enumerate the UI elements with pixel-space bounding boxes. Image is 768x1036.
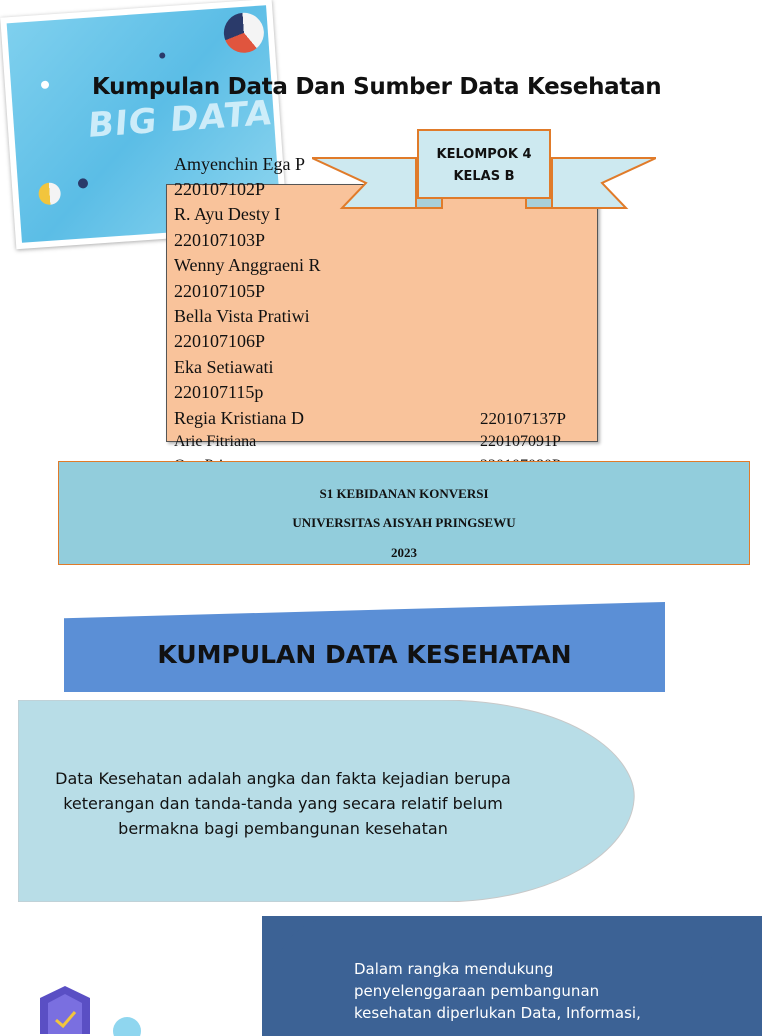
member-name: Arie Fitriana <box>174 433 257 450</box>
member-id: 220107103P <box>174 230 266 250</box>
big-data-image-text: BIG DATA <box>86 92 275 147</box>
member-name: R. Ayu Desty I <box>174 204 281 224</box>
group-kelompok: KELOMPOK 4 <box>436 147 532 162</box>
member-name: Bella Vista Pratiwi <box>174 306 310 326</box>
member-name: Amyenchin Ega P <box>174 154 305 174</box>
definition-line: Data Kesehatan adalah angka dan fakta kejadian berupa <box>55 769 511 788</box>
member-id: 220107105P <box>174 281 266 301</box>
page-title: Kumpulan Data Dan Sumber Data Kesehatan <box>92 74 662 100</box>
panel-line: kesehatan diperlukan Data, Informasi, <box>354 1004 641 1022</box>
section-heading: KUMPULAN DATA KESEHATAN <box>157 640 572 669</box>
info-panel-text <box>354 958 684 1024</box>
panel-line: Dalam rangka mendukung <box>354 960 554 978</box>
member-id: 220107115p <box>174 382 264 402</box>
member-id: 220107137P <box>480 409 566 428</box>
university-name: UNIVERSITAS AISYAH PRINGSEWU <box>292 515 516 530</box>
definition-line: keterangan dan tanda-tanda yang secara relatif belum <box>63 794 503 813</box>
group-label <box>418 144 550 188</box>
program-name: S1 KEBIDANAN KONVERSI <box>319 486 489 501</box>
member-name: Wenny Anggraeni R <box>174 255 321 275</box>
definition-text <box>30 766 536 841</box>
shield-check-icon <box>34 984 96 1034</box>
member-id: 220107091P <box>480 433 561 450</box>
circle-icon <box>112 1016 142 1036</box>
member-id: 220107106P <box>174 331 266 351</box>
definition-line: bermakna bagi pembangunan kesehatan <box>118 819 448 838</box>
panel-line: penyelenggaraan pembangunan <box>354 982 600 1000</box>
year: 2023 <box>391 545 417 560</box>
group-kelas: KELAS B <box>453 169 515 184</box>
member-name: Eka Setiawati <box>174 357 274 377</box>
member-name: Regia Kristiana D <box>174 408 304 428</box>
member-id: 220107102P <box>174 179 266 199</box>
